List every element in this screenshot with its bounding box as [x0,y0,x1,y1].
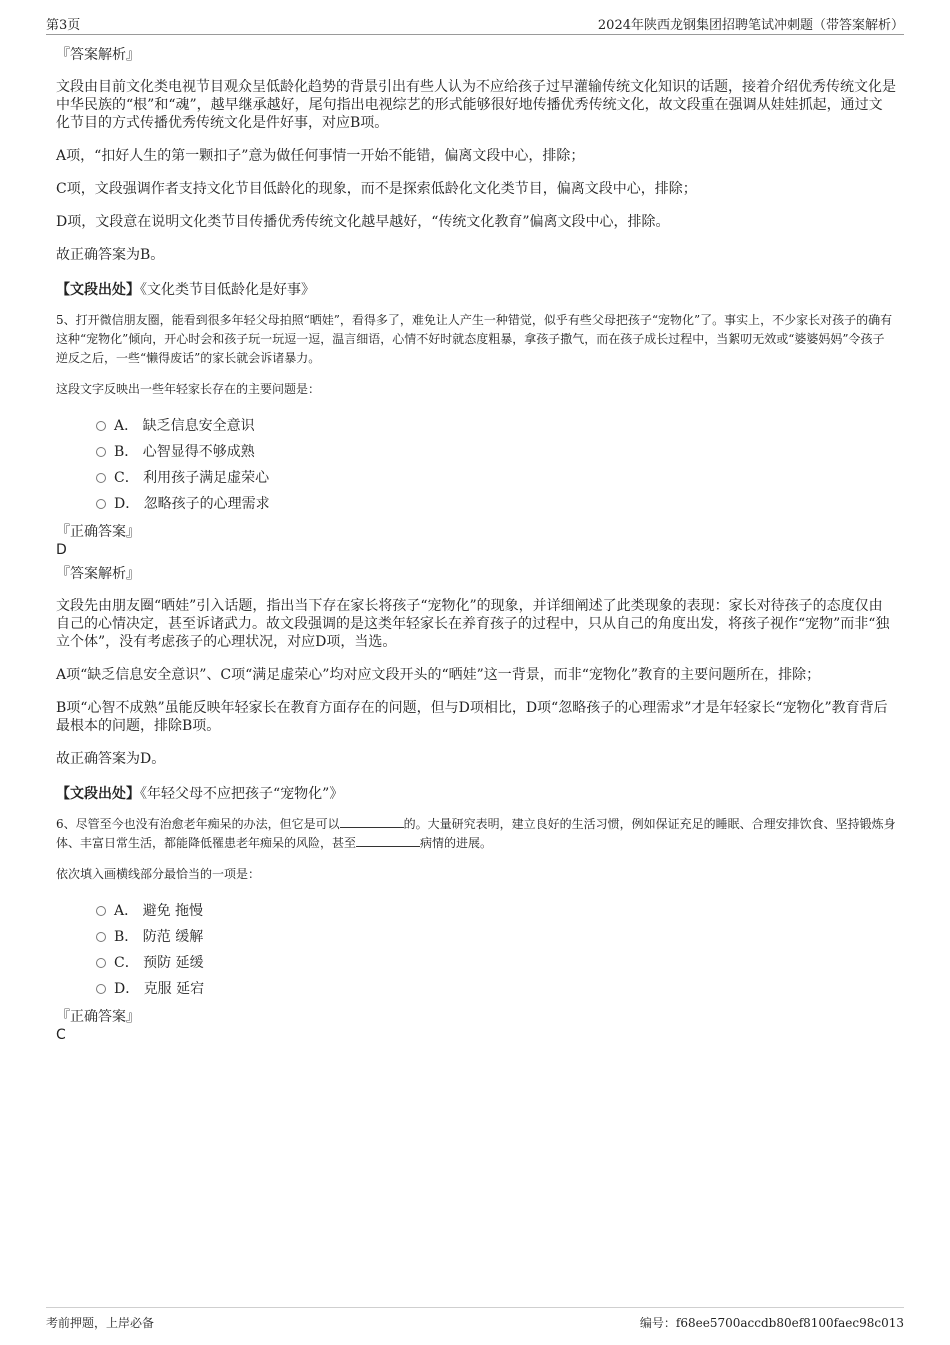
q4-analysis-p1: 文段由目前文化类电视节目观众呈低龄化趋势的背景引出有些人认为不应给孩子过早灌输传统文化知识的话题，接着介绍优秀传统文化是中华民族的“根”和“魂”，越早继承越好，尾句指出电视综艺的形式能够很好地传播优秀传统文化，故文段重在强调从娃娃抓起，通过文化节目的方式传播优秀传统文化是件好事，对应B项。 [56,79,896,131]
q5-option-a[interactable] [96,413,896,439]
option-letter: B． [114,444,139,460]
q5-analysis-label: 『答案解析』 [56,566,140,582]
q4-source-title: 《文化类节目低龄化是好事》 [140,282,315,298]
option-text: 克服 延宕 [143,981,205,997]
q5-source-label: 【文段出处】 [56,786,140,802]
q5-question: 这段文字反映出一些年轻家长存在的主要问题是： [56,382,321,396]
q6-correct-label: 『正确答案』 [56,1009,140,1025]
option-text: 预防 延缓 [143,955,204,971]
option-text: 忽略孩子的心理需求 [143,496,270,512]
document-id: 编号：f68ee5700accdb80ef8100faec98c013 [639,1316,904,1330]
option-text: 防范 缓解 [142,929,204,945]
q6-question: 依次填入画横线部分最恰当的一项是： [56,867,261,881]
option-text: 缺乏信息安全意识 [142,418,255,434]
option-letter: A． [114,903,139,919]
q4-analysis-label: 『答案解析』 [56,47,140,63]
q5-source [56,783,896,803]
q4-source-label: 【文段出处】 [56,282,140,298]
option-letter: C． [114,955,139,971]
q6-options [96,898,896,1002]
page-content [56,46,896,1050]
q4-analysis-p5: 故正确答案为B。 [56,247,165,263]
q4-analysis-p4: D项，文段意在说明文化类节目传播优秀传统文化越早越好，“传统文化教育”偏离文段中心，排除。 [56,214,670,230]
option-letter: D． [114,981,140,997]
radio-icon[interactable] [96,447,106,457]
q5-correct-label: 『正确答案』 [56,524,140,540]
q5-stem: 5、打开微信朋友圈，能看到很多年轻父母拍照“晒娃”，看得多了，难免让人产生一种错觉，似乎有些父母把孩子“宠物化”了。事实上，不少家长对孩子的确有这种“宠物化”倾向，开心时会和孩子玩一玩逗一逗，温言细语，心情不好时就态度粗暴，拿孩子撒气，而在孩子成长过程中，当絮叨无效或“婆婆妈妈”令孩子逆反之后，一些“懒得废话”的家长就会诉诸暴力。 [56,313,893,365]
q5-analysis-p1: 文段先由朋友圈“晒娃”引入话题，指出当下存在家长将孩子“宠物化”的现象，并详细阐述了此类现象的表现：家长对待孩子的态度仅由自己的心情决定，甚至诉诸武力。故文段强调的是这类年轻家长在养育孩子的过程中，只从自己的角度出发，将孩子视作“宠物”而非“独立个体”，没有考虑孩子的心理状况，对应D项，当选。 [56,598,890,650]
q6-stem-part-b: 的。大量研究表明，建立良好的生活习惯，例如保证充足的睡眠、合理安排饮食、坚持锻炼身体、丰富日常生活，都能降低罹患老年痴呆的风险，甚至 [56,817,896,850]
option-text: 心智显得不够成熟 [142,444,255,460]
option-text: 利用孩子满足虚荣心 [143,470,270,486]
fill-blank-2 [356,834,420,847]
document-title: 2024年陕西龙钢集团招聘笔试冲刺题（带答案解析） [597,18,904,33]
q6-option-d[interactable] [96,976,896,1002]
radio-icon[interactable] [96,421,106,431]
q6-option-b[interactable] [96,924,896,950]
page-number: 第3页 [46,18,81,33]
option-letter: B． [114,929,139,945]
fill-blank-1 [340,815,404,828]
q4-source [56,279,896,299]
q5-source-title: 《年轻父母不应把孩子“宠物化”》 [140,786,344,802]
radio-icon[interactable] [96,906,106,916]
q6-option-c[interactable] [96,950,896,976]
q6-stem-part-c: 病情的进展。 [420,836,493,850]
q5-analysis-p4: 故正确答案为D。 [56,751,166,767]
page-header [46,12,904,35]
q4-analysis-p3: C项，文段强调作者支持文化节目低龄化的现象，而不是探索低龄化文化类节目，偏离文段中心，排除； [56,181,697,197]
option-letter: C． [114,470,139,486]
radio-icon[interactable] [96,984,106,994]
radio-icon[interactable] [96,499,106,509]
q5-option-d[interactable] [96,491,896,517]
q5-option-b[interactable] [96,439,896,465]
q6-correct-answer: C [56,1027,66,1043]
radio-icon[interactable] [96,958,106,968]
option-letter: D． [114,496,140,512]
q5-analysis-p2: A项“缺乏信息安全意识”、C项“满足虚荣心”均对应文段开头的“晒娃”这一背景，而非“宠物化”教育的主要问题所在，排除； [56,667,821,683]
option-text: 避免 拖慢 [142,903,204,919]
q6-option-a[interactable] [96,898,896,924]
radio-icon[interactable] [96,473,106,483]
footer-slogan: 考前押题，上岸必备 [46,1316,155,1330]
q5-correct-answer: D [56,542,67,558]
q6-stem [56,815,896,853]
option-letter: A． [114,418,139,434]
q5-analysis-p3: B项“心智不成熟”虽能反映年轻家长在教育方面存在的问题，但与D项相比，D项“忽略孩子的心理需求”才是年轻家长“宠物化”教育背后最根本的问题，排除B项。 [56,700,888,734]
q5-options [96,413,896,517]
q5-option-c[interactable] [96,465,896,491]
radio-icon[interactable] [96,932,106,942]
q4-analysis-p2: A项，“扣好人生的第一颗扣子”意为做任何事情一开始不能错，偏离文段中心，排除； [56,148,585,164]
page-footer [46,1307,904,1332]
q6-stem-part-a: 6、尽管至今也没有治愈老年痴呆的办法，但它是可以 [56,817,340,831]
